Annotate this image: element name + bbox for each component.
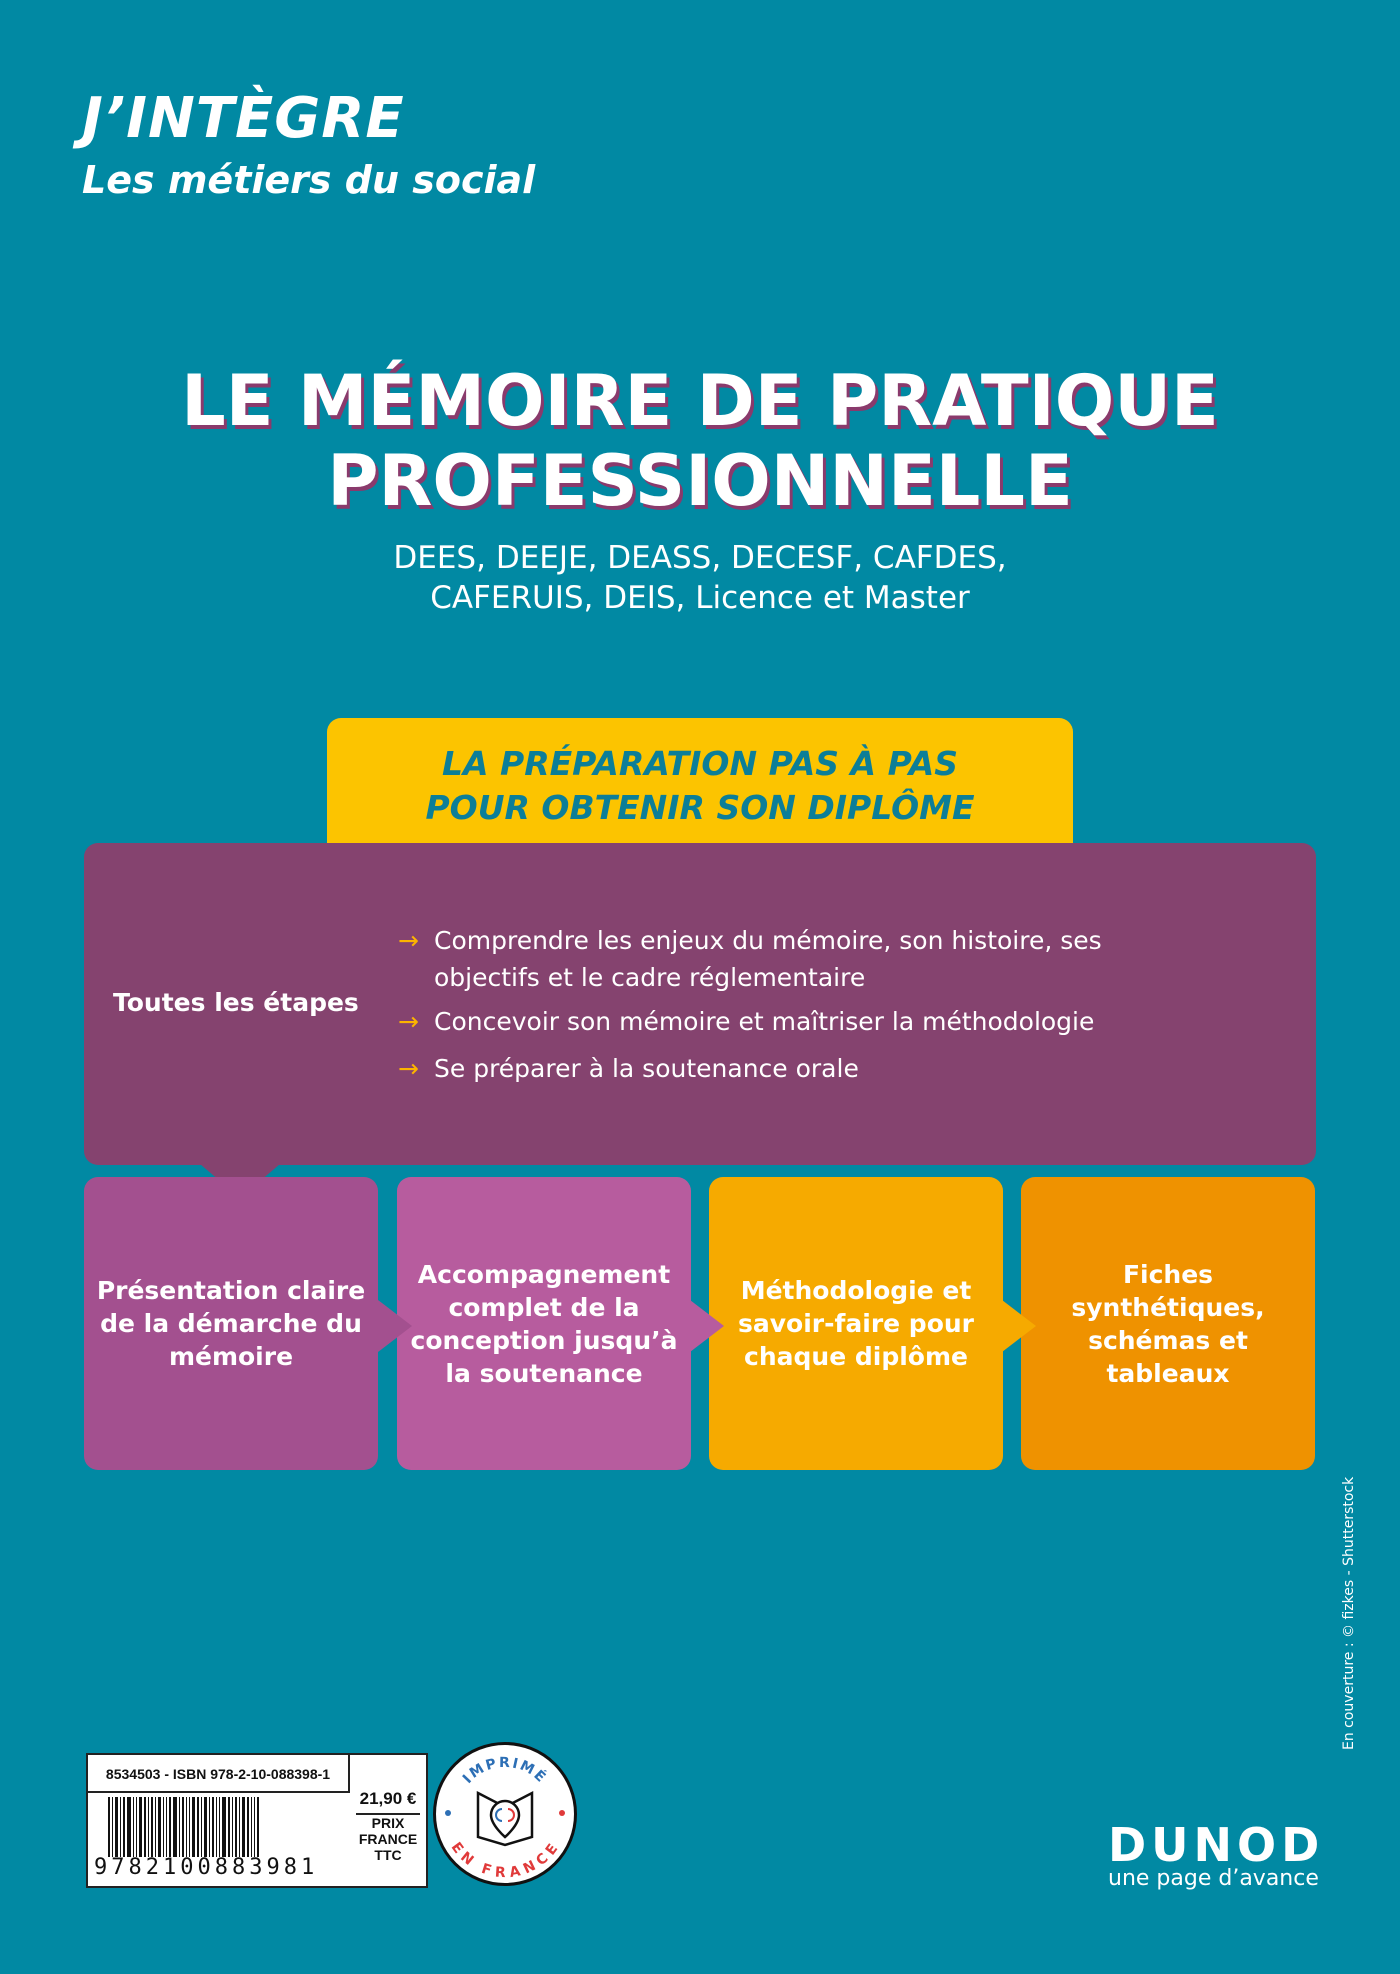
bar xyxy=(247,1797,249,1857)
feature-card: Présentation claire de la démarche du mémoire xyxy=(84,1177,378,1470)
bar xyxy=(204,1797,207,1857)
bar xyxy=(163,1797,164,1857)
banner-line1: LA PRÉPARATION PAS À PAS xyxy=(441,744,959,783)
bar xyxy=(186,1797,187,1857)
bar xyxy=(182,1797,184,1857)
imprime-en-france-stamp xyxy=(433,1742,577,1886)
stamp-top-text: IMPRIMÉ xyxy=(459,1754,550,1787)
price-label: TTC xyxy=(374,1847,402,1863)
bar xyxy=(212,1797,214,1857)
bar xyxy=(192,1797,195,1857)
bar xyxy=(242,1797,245,1857)
book-title-line1: LE MÉMOIRE DE PRATIQUE xyxy=(181,360,1219,442)
bar xyxy=(235,1797,237,1857)
bar xyxy=(219,1797,220,1857)
chevron-right-icon xyxy=(690,1300,724,1352)
steps-label: Toutes les étapes xyxy=(113,988,359,1017)
bar xyxy=(251,1797,252,1857)
bar xyxy=(144,1797,146,1857)
bar xyxy=(169,1797,171,1857)
price: 21,90 € xyxy=(356,1789,420,1815)
price-label: PRIX xyxy=(371,1815,405,1831)
ean-number: 9782100883981 xyxy=(94,1855,319,1880)
barcode-bars xyxy=(108,1797,328,1857)
bar xyxy=(179,1797,180,1857)
diplomas-line1: DEES, DEEJE, DEASS, DECESF, CAFDES, xyxy=(393,540,1007,576)
bar xyxy=(216,1797,217,1857)
chevron-right-icon xyxy=(378,1300,412,1352)
bar xyxy=(148,1797,149,1857)
collection-name: Les métiers du social xyxy=(82,158,536,202)
banner xyxy=(327,718,1073,848)
bar xyxy=(173,1797,177,1857)
publisher-tagline: une page d’avance xyxy=(1108,1866,1319,1891)
bar xyxy=(139,1797,142,1857)
svg-text:IMPRIMÉ xyxy=(460,1755,551,1787)
bar xyxy=(151,1797,153,1857)
bar xyxy=(232,1797,233,1857)
price-label: FRANCE xyxy=(358,1831,418,1847)
cover-credit: En couverture : © fizkes - Shutterstock xyxy=(1341,1476,1357,1750)
bar xyxy=(209,1797,210,1857)
arrow-icon: → xyxy=(398,926,419,955)
price-box xyxy=(350,1755,426,1886)
feature-card: Accompagnement complet de la conception jusqu’à la soutenance xyxy=(397,1177,691,1470)
banner-line2: POUR OBTENIR SON DIPLÔME xyxy=(425,788,975,827)
chevron-right-icon xyxy=(1002,1300,1036,1352)
barcode-label xyxy=(86,1753,428,1888)
step-item: → Se préparer à la soutenance orale xyxy=(398,1050,1198,1087)
bar xyxy=(257,1797,259,1857)
arrow-icon: → xyxy=(398,1054,419,1083)
bar xyxy=(158,1797,161,1857)
feature-card: Fiches synthétiques, schémas et tableaux xyxy=(1021,1177,1315,1470)
bar xyxy=(108,1797,110,1857)
bar xyxy=(115,1797,118,1857)
bar xyxy=(254,1797,255,1857)
bar xyxy=(222,1797,226,1857)
bar xyxy=(112,1797,113,1857)
diplomas-line2: CAFERUIS, DEIS, Licence et Master xyxy=(430,580,970,616)
bar xyxy=(166,1797,167,1857)
step-item: → Comprendre les enjeux du mémoire, son histoire, ses objectifs et le cadre réglementaire xyxy=(398,922,1198,996)
book-title-line2: PROFESSIONNELLE xyxy=(327,440,1073,522)
feature-card: Méthodologie et savoir-faire pour chaque diplôme xyxy=(709,1177,1003,1470)
series-name: J’INTÈGRE xyxy=(82,86,405,151)
stamp-bottom-text: EN FRANCE xyxy=(447,1839,563,1882)
bar xyxy=(228,1797,230,1857)
bar xyxy=(133,1797,134,1857)
publisher-logo: DUNOD xyxy=(1108,1818,1325,1872)
bar xyxy=(239,1797,240,1857)
step-item: → Concevoir son mémoire et maîtriser la méthodologie xyxy=(398,1003,1198,1040)
arrow-icon: → xyxy=(398,1007,419,1036)
bar xyxy=(201,1797,202,1857)
bar xyxy=(189,1797,190,1857)
bar xyxy=(123,1797,125,1857)
bar xyxy=(155,1797,156,1857)
bar xyxy=(197,1797,199,1857)
bar xyxy=(136,1797,137,1857)
bar xyxy=(120,1797,121,1857)
book-pin-icon xyxy=(436,1745,574,1883)
isbn: 8534503 - ISBN 978-2-10-088398-1 xyxy=(88,1755,350,1793)
bar xyxy=(127,1797,131,1857)
